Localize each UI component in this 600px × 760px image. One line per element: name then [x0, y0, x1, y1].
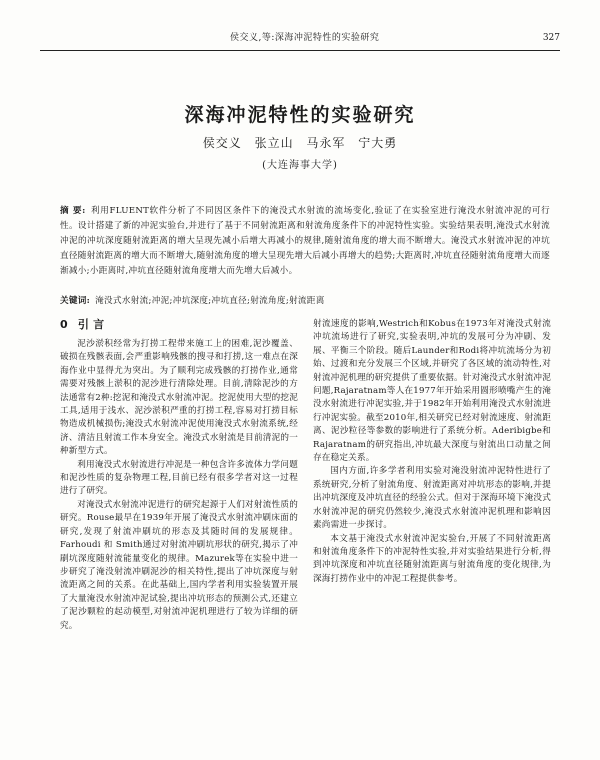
- article-authors: 侯交义 张立山 马永军 宁大勇: [202, 136, 398, 150]
- page-number: 327: [542, 33, 560, 43]
- paragraph: 射流速度的影响,Westrich和Kobus在1973年对淹没式射流冲坑流场进行了研究,实验表明,冲坑的发展可分为冲刷、发展、平衡三个阶段。随后Launder和Rodi将冲坑流场分为初始、过渡和充分发展三个区域,并研究了各区域的流动特性,对射流冲泥机理的研究提供了重要依据。针对淹没式水射流冲泥问题,Rajaratnam等人在1977年开始采用圆形喷嘴产生的淹没水射流进行冲泥实验,并于1982年开始利用淹没式水射流进行冲泥实验。截至2010年,相关研究已经对射流速度、射流距离、泥沙粒径等参数的影响进行了系统分析。Aderibigbe和Rajaratnam的研究指出,冲坑最大深度与射流出口动量之间存在稳定关系。: [313, 319, 551, 464]
- section-heading-intro: [60, 318, 298, 332]
- body-column-left: [60, 318, 298, 633]
- paragraph: 泥沙淤积经常为打捞工程带来施工上的困难,泥沙覆盖、破损在残骸表面,会严重影响残骸的搜寻和打捞,这一难点在深海作业中显得尤为突出。为了顺利完成残骸的打捞作业,通常需要对残骸上淤积的泥沙进行清除处理。目前,清除泥沙的方法通常有2种:挖泥和淹没式水射流冲泥。挖泥使用大型的挖泥工具,适用于浅水、泥沙淤积严重的打捞工程,容易对打捞目标物造成机械损伤;淹没式水射流冲泥使用淹没式水射流系统,经济、清洁且射流工作本身安全。淹没式水射流是目前清泥的一种新型方式。: [60, 339, 298, 457]
- body-column-right: [313, 318, 551, 586]
- keywords-label: 关键词:: [60, 296, 91, 306]
- paragraph: 对淹没式水射流冲泥进行的研究起源于人们对射流性质的研究。Rouse最早在1939年开展了淹没式水射流冲刷床面的研究,发现了射流冲刷坑的形态及其随时间的发展规律。Farhoudi 和 Smith通过对射流冲刷坑形状的研究,揭示了冲刷坑深度随射流能量变化的规律。Mazurek等在实验中进一步研究了淹没射流冲刷泥沙的相关特性,提出了冲坑深度与射流距离之间的关系。在此基础上,国内学者利用实验装置开展了大量淹没水射流冲泥试验,提出冲坑形态的预测公式,还建立了泥沙颗粒的起动模型,对射流冲泥机理进行了较为详细的研究。: [60, 499, 298, 631]
- section-number: 0: [60, 318, 68, 331]
- article-affiliation: (大连海事大学): [262, 160, 338, 171]
- paragraph: 利用淹没式水射流进行冲泥是一种包含许多流体力学问题和泥沙性质的复杂物理工程,目前已经有很多学者对这一过程进行了研究。: [60, 459, 298, 497]
- abstract: [60, 204, 550, 279]
- header-rule: [40, 50, 560, 51]
- section-title: 引 言: [77, 318, 105, 331]
- paragraph: 本文基于淹没式水射流冲泥实验台,开展了不同射流距离和射流角度条件下的冲泥特性实验,并对实验结果进行分析,得到冲坑深度和冲坑直径随射流距离与射流角度的变化规律,为深海打捞作业中的冲泥工程提供参考。: [313, 533, 551, 584]
- keywords-text: 淹没式水射流;冲泥;冲坑深度;冲坑直径;射流角度;射流距离: [95, 296, 325, 306]
- page-header: [40, 30, 560, 46]
- keywords: [60, 294, 550, 309]
- abstract-label: 摘 要:: [60, 206, 86, 216]
- running-head: 侯交义,等:深海冲泥特性的实验研究: [230, 33, 380, 43]
- abstract-text: 利用FLUENT软件分析了不同因区条件下的淹没式水射流的流场变化,验证了在实验室进行淹没水射流冲泥的可行性。设计搭建了新的冲泥实验台,并进行了基于不同射流距离和射流角度条件下的冲泥特性实验。实验结果表明,淹没式水射流冲泥的冲坑深度随射流距离的增大呈现先减小后增大再减小的规律,随射流角度的增大而不断增大。淹没式水射流冲泥的冲坑直径随射流距离的增大而不断增大,随射流角度的增大呈现先增大后减小再增大的趋势;大距离时,冲坑直径随射流角度增大而逐渐减小;小距离时,冲坑直径随射流角度增大而先增大后减小。: [60, 206, 550, 276]
- article-title: 深海冲泥特性的实验研究: [184, 104, 416, 126]
- paragraph: 国内方面,许多学者利用实验对淹没射流冲泥特性进行了系统研究,分析了射流角度、射流距离对冲坑形态的影响,并提出冲坑深度及冲坑直径的经验公式。但对于深海环境下淹没式水射流冲泥的研究仍然较少,淹没式水射流冲泥机理和影响因素尚需进一步探讨。: [313, 466, 551, 531]
